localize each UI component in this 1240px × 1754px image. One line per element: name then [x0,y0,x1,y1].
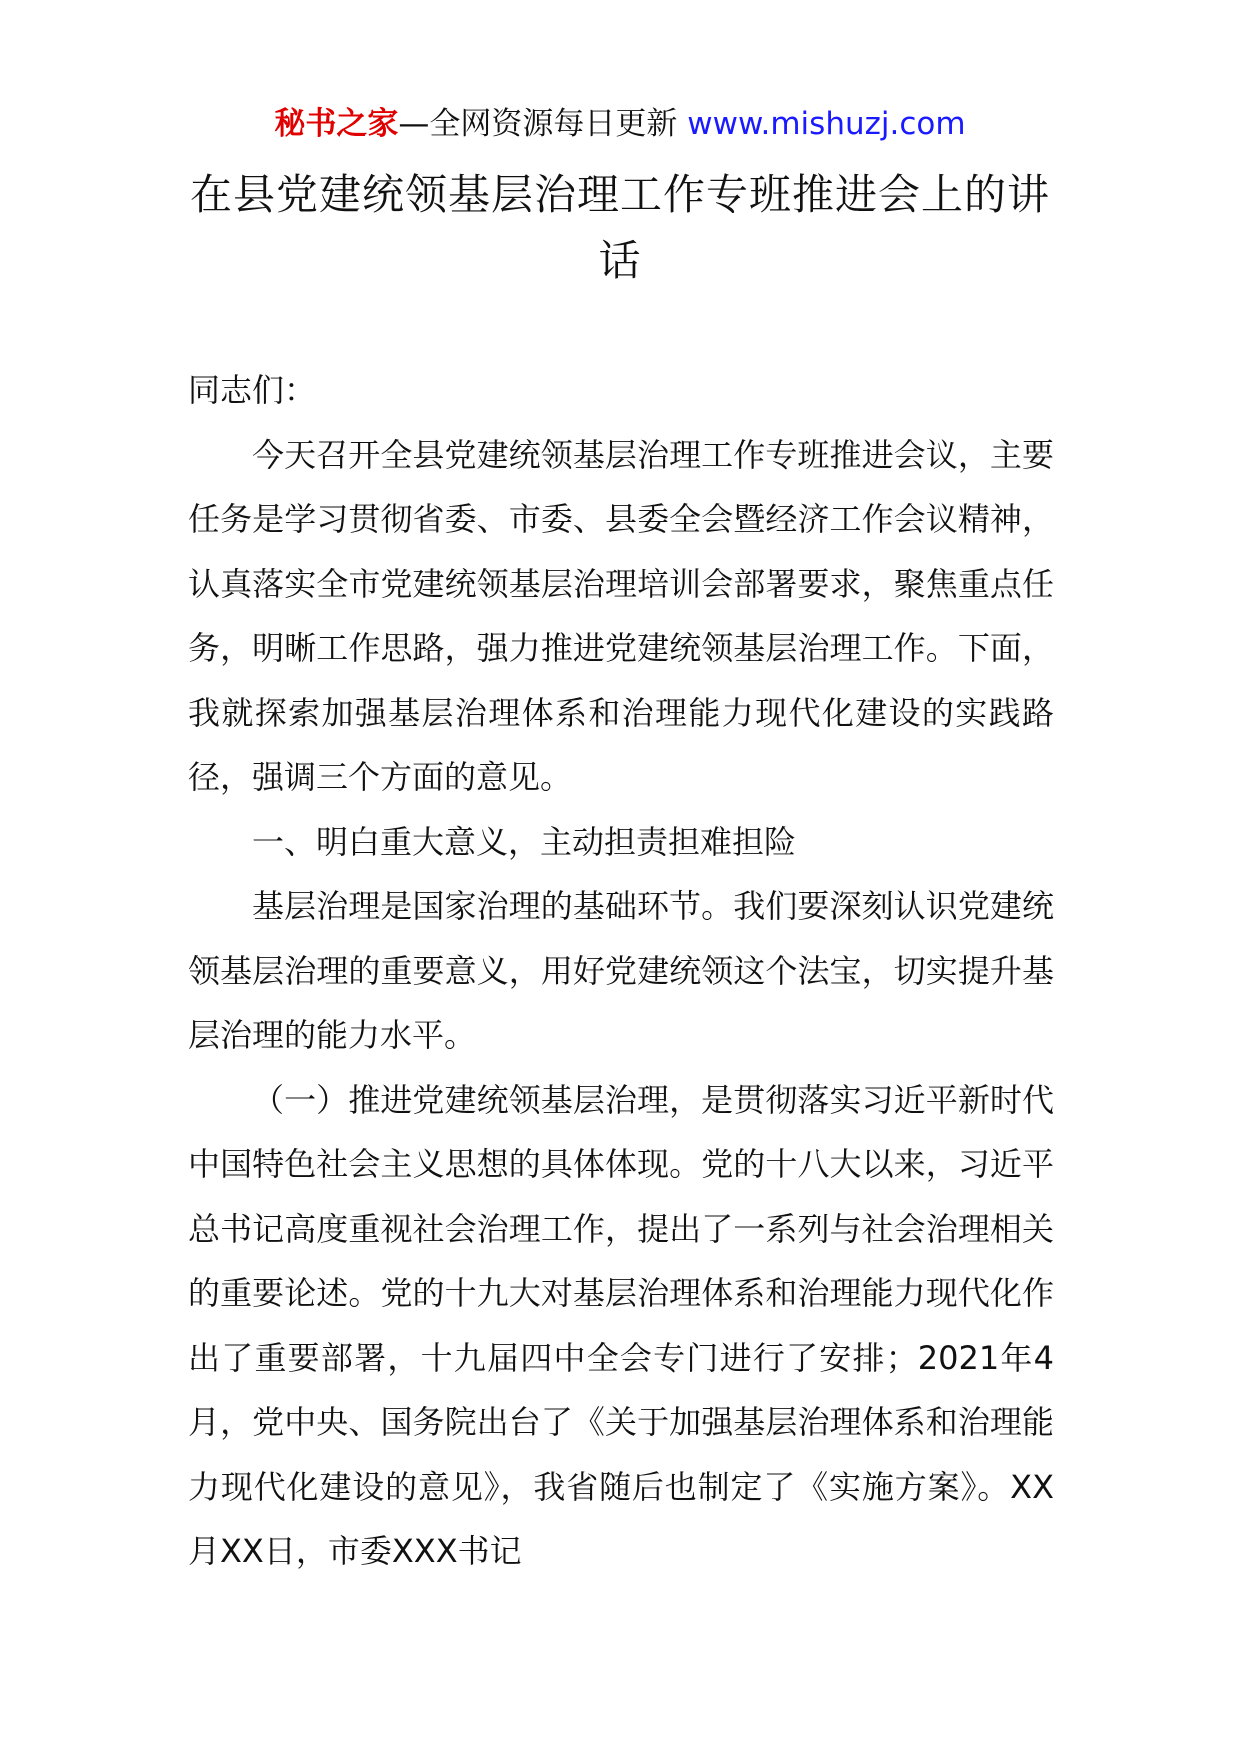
header-slogan: —全网资源每日更新 [398,106,688,142]
document-body [188,358,1054,1584]
paragraph-section-1-intro: 基层治理是国家治理的基础环节。我们要深刻认识党建统领基层治理的重要意义，用好党建统领这个法宝，切实提升基层治理的能力水平。 [188,887,1054,1054]
paragraph-intro: 今天召开全县党建统领基层治理工作专班推进会议，主要任务是学习贯彻省委、市委、县委全会暨经济工作会议精神，认真落实全市党建统领基层治理培训会部署要求，聚焦重点任务，明晰工作思路，强力推进党建统领基层治理工作。下面，我就探索加强基层治理体系和治理能力现代化建设的实践路径，强调三个方面的意见。 [188,435,1054,796]
site-header [0,102,1240,146]
brand-name: 秘书之家 [274,106,399,142]
section-heading-1: 一、明白重大意义，主动担责担难担险 [252,822,797,861]
paragraph-subsection-1: （一）推进党建统领基层治理，是贯彻落实习近平新时代中国特色社会主义思想的具体体现。党的十八大以来，习近平总书记高度重视社会治理工作，提出了一系列与社会治理相关的重要论述。党的十九大对基层治理体系和治理能力现代化作出了重要部署，十九届四中全会专门进行了安排；2021年4月，党中央、国务院出台了《关于加强基层治理体系和治理能力现代化建设的意见》，我省随后也制定了《实施方案》。XX月XX日，市委XXX书记 [188,1080,1054,1570]
site-url-link[interactable]: www.mishuzj.com [687,106,966,142]
salutation: 同志们： [188,371,317,409]
document-title: 在县党建统领基层治理工作专班推进会上的讲话 [189,170,1050,285]
